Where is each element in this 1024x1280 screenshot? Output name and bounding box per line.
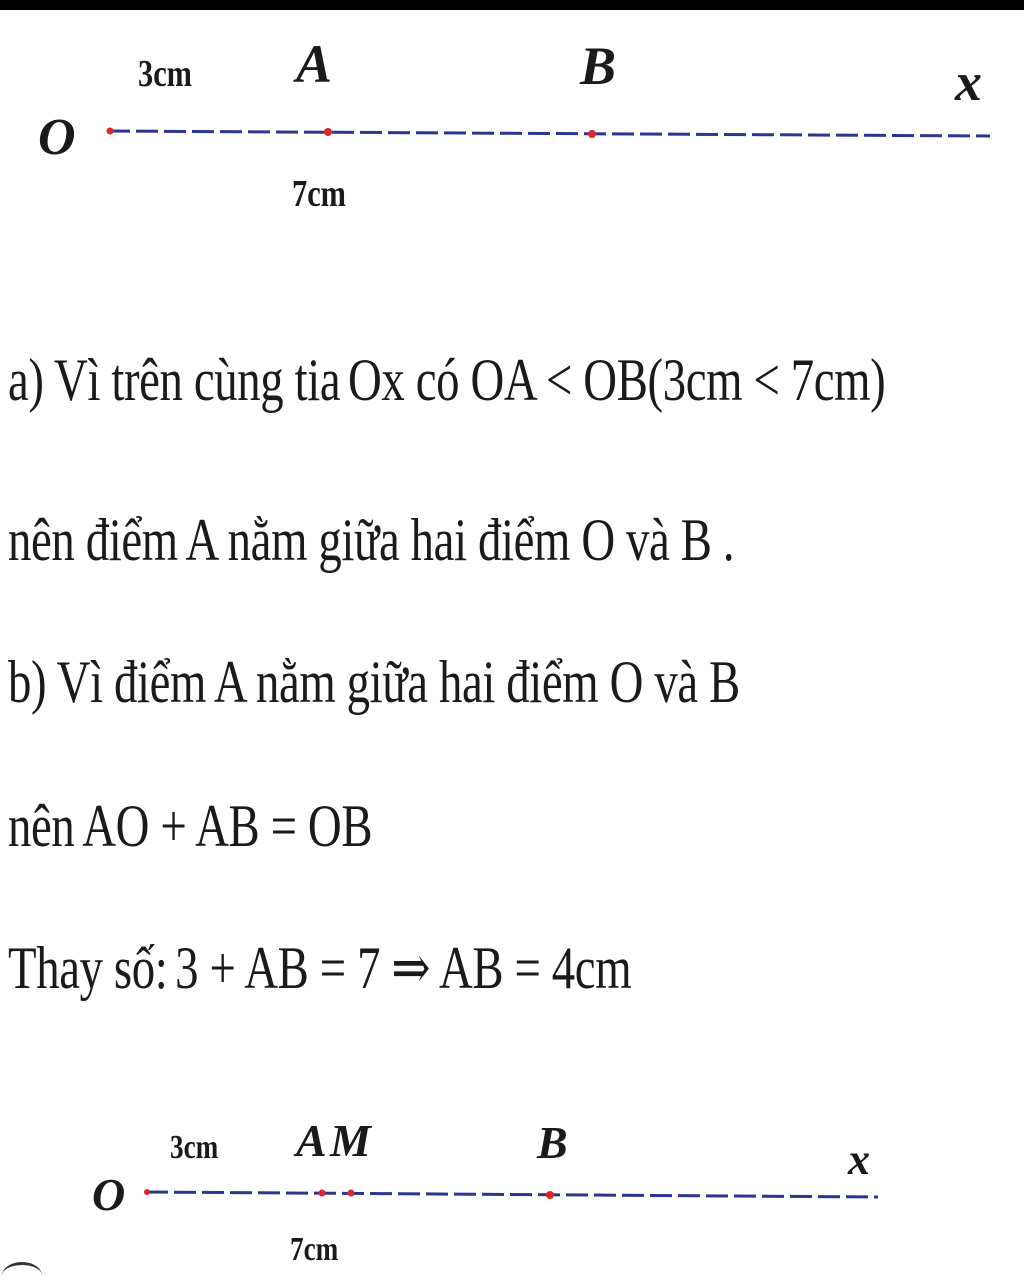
part-b-math: A nằm giữa hai điểm O và B [213, 649, 740, 715]
label-x: x [955, 52, 982, 112]
label-a: A [296, 34, 333, 94]
part-a-cont-math: A nằm giữa hai điểm O và B . [185, 507, 735, 573]
solution-part-b [8, 649, 740, 715]
point-m-2 [348, 1190, 355, 1197]
part-b-prefix: b) Vì điểm [8, 649, 207, 715]
label-ob-length-2: 7cm [290, 1230, 339, 1268]
part-b-cont-math: AO + AB = OB [82, 793, 373, 859]
solution-part-a-cont [8, 507, 735, 573]
label-oa-length-2: 3cm [170, 1128, 219, 1166]
label-o: O [38, 109, 76, 166]
solution-part-a [8, 347, 886, 413]
substitute-math: 3 + AB = 7 ⇒ AB = 4cm [175, 935, 632, 1001]
point-b-2 [546, 1191, 554, 1199]
ray-diagram-2 [0, 1100, 1024, 1270]
label-b: B [580, 36, 617, 96]
substitute-prefix: Thay số: [8, 935, 168, 1001]
point-a [324, 128, 332, 136]
solution-part-b-cont [8, 793, 373, 859]
point-b [588, 130, 596, 138]
label-oa-length: 3cm [138, 52, 193, 95]
solution-substitute [8, 935, 632, 1001]
point-o-2 [144, 1189, 150, 1195]
ray-diagram-1 [0, 20, 1024, 220]
part-a-math: Ox có OA < OB(3cm < 7cm) [348, 347, 886, 413]
ray-ox [108, 131, 990, 136]
ray-diagram-1-svg [0, 20, 1024, 220]
label-m-2: M [330, 1115, 371, 1166]
part-b-cont-prefix: nên [8, 793, 75, 859]
point-a-2 [319, 1190, 326, 1197]
top-black-bar [0, 0, 1024, 10]
point-o [107, 128, 114, 135]
label-b-2: B [537, 1117, 568, 1168]
label-ob-length: 7cm [292, 172, 347, 215]
part-a-prefix: a) Vì trên cùng tia [8, 347, 341, 413]
label-a-2: A [296, 1115, 327, 1166]
label-x-2: x [848, 1135, 870, 1184]
part-a-cont-prefix: nên điểm [8, 507, 178, 573]
ray-diagram-2-svg [0, 1100, 1024, 1270]
label-o-2: O [92, 1169, 126, 1220]
ray-ox-2 [146, 1192, 878, 1197]
